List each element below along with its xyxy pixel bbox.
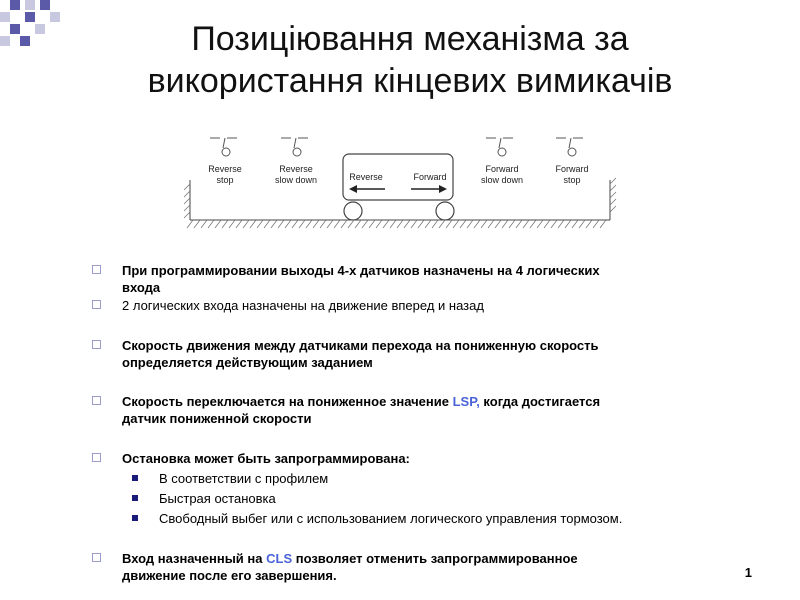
bullet-marker: [92, 396, 101, 405]
cart: [343, 154, 454, 220]
page-number: 1: [744, 565, 752, 580]
bullet-marker: [92, 453, 101, 462]
bullet-text: движение после его завершения.: [122, 568, 337, 583]
sub-bullet-marker: [132, 515, 138, 521]
bullet-text: При программировании выходы 4-х датчиков назначены на 4 логических: [122, 263, 600, 278]
label-forward-stop-1: Forward: [555, 164, 589, 174]
sub-bullet-marker: [132, 475, 138, 481]
bullet-text: определяется действующим заданием: [122, 355, 373, 370]
cls-highlight: CLS: [266, 551, 293, 566]
bullet-text: позволяет отменить запрограммированное: [292, 551, 578, 566]
switch-reverse-slow-down: [275, 138, 317, 185]
label-forward-slow-2: slow down: [480, 175, 524, 185]
cart-forward-label: Forward: [413, 172, 447, 182]
label-reverse-stop-1: Reverse: [208, 164, 242, 174]
bullet-text: Остановка может быть запрограммирована:: [122, 451, 410, 466]
label-reverse-stop-2: stop: [216, 175, 234, 185]
bullet-text: датчик пониженной скорости: [122, 411, 312, 426]
bullet-text: Вход назначенный на: [122, 551, 267, 566]
title-line-1: Позиціювання механізма за: [191, 20, 629, 58]
sub-bullet-text: Быстрая остановка: [159, 491, 276, 506]
title-line-2: використання кінцевих вимикачів: [147, 62, 673, 100]
switch-reverse-stop: [208, 138, 242, 185]
sub-bullet-text: Свободный выбег или с использованием логического управления тормозом.: [159, 511, 623, 526]
bullet-marker: [92, 340, 101, 349]
bullet-text: когда достигается: [479, 394, 601, 409]
bullet-text: входа: [122, 280, 161, 295]
label-reverse-slow-2: slow down: [274, 175, 318, 185]
sub-bullet-marker: [132, 495, 138, 501]
bullet-text: Скорость переключается на пониженное значение: [122, 394, 453, 409]
label-reverse-slow-1: Reverse: [279, 164, 313, 174]
bullet-marker: [92, 300, 101, 309]
switch-forward-stop: [555, 138, 588, 185]
bullet-text: 2 логических входа назначены на движение вперед и назад: [122, 298, 484, 313]
bullet-marker: [92, 265, 101, 274]
limit-switch-diagram: [175, 128, 625, 238]
bullet-marker: [92, 553, 101, 562]
switch-forward-slow-down: [481, 138, 523, 185]
lsp-highlight: LSP,: [452, 394, 480, 409]
cart-reverse-label: Reverse: [349, 172, 383, 182]
label-forward-slow-1: Forward: [485, 164, 519, 174]
label-forward-stop-2: stop: [563, 175, 581, 185]
sub-bullet-text: В соответствии с профилем: [159, 471, 329, 486]
bullet-text: Скорость движения между датчиками перехода на пониженную скорость: [122, 338, 599, 353]
page-title: [40, 18, 780, 102]
